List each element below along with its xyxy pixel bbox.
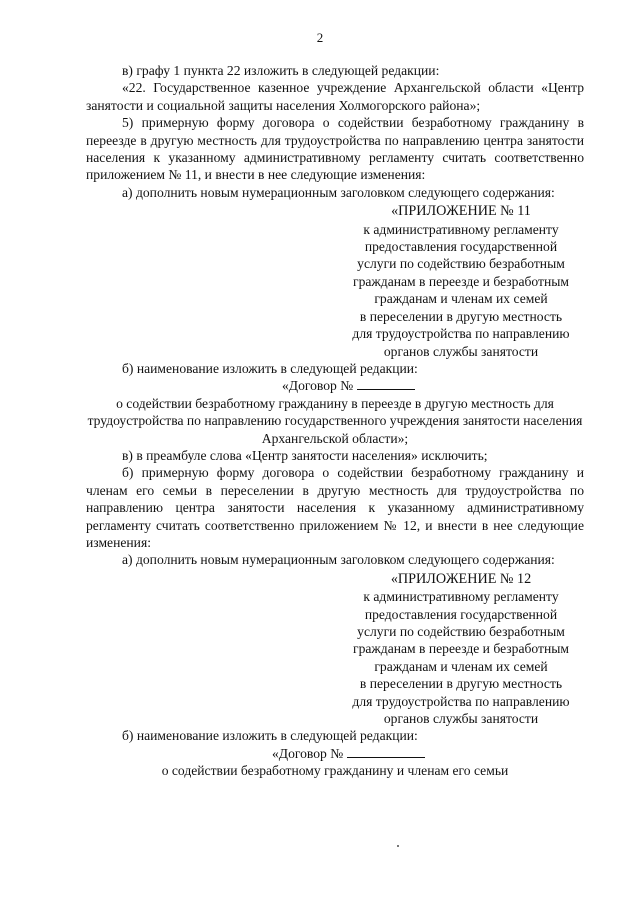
- paragraph-1: в) графу 1 пункта 22 изложить в следующей редакции:: [122, 63, 440, 78]
- appendix-11-title: «ПРИЛОЖЕНИЕ № 11: [391, 203, 531, 220]
- appendix-11-line: для трудоустройства по направлению: [352, 326, 570, 342]
- appendix-12-line: предоставления государственной: [364, 606, 558, 622]
- appendix-12-line: к административному регламенту: [363, 589, 559, 605]
- appendix-12-line: услуги по содействию безработным: [357, 624, 565, 639]
- paragraph-6: в) в преамбуле слова «Центр занятости населения» исключить;: [122, 447, 488, 463]
- paragraph-2: «22. Государственное казенное учреждение Архангельской области «Центр занятости и социальной защиты населения Холмогорского района»;: [86, 80, 584, 113]
- appendix-11-line: органов службы занятости: [383, 343, 539, 359]
- paragraph-5: б) наименование изложить в следующей редакции:: [122, 360, 418, 376]
- contract-11-title-text: «Договор №: [282, 378, 354, 394]
- appendix-11-heading: [338, 203, 584, 360]
- page-number: 2: [316, 30, 324, 45]
- appendix-11-line: услуги по содействию безработным: [357, 256, 565, 272]
- paragraph-3: 5) примерную форму договора о содействии безработному гражданину в переезде в другую местность для трудоустройства по направлению центра занятости населения к указанному административному регламенту считать соответственно приложением № 11, и внести в нее следующие изменения:: [86, 115, 584, 183]
- appendix-12-heading: [338, 571, 584, 728]
- contract-number-blank: [347, 746, 425, 758]
- appendix-12-line: органов службы занятости: [383, 711, 539, 727]
- appendix-12-line: в переселении в другую местность: [359, 676, 563, 692]
- appendix-12-line: для трудоустройства по направлению: [352, 693, 570, 709]
- contract-12-title-text: «Договор №: [272, 745, 344, 761]
- contract-11-title: [282, 377, 584, 394]
- appendix-12-title: «ПРИЛОЖЕНИЕ № 12: [390, 570, 532, 587]
- paragraph-9: б) наименование изложить в следующей редакции:: [122, 728, 418, 744]
- appendix-11-line: в переселении в другую местность: [359, 308, 563, 324]
- appendix-11-line: предоставления государственной: [364, 239, 558, 255]
- appendix-11-line: гражданам в переезде и безработным: [353, 273, 569, 289]
- appendix-11-line: гражданам и членам их семей: [374, 291, 548, 307]
- contract-12-title: [272, 745, 584, 762]
- contract-11-text: о содействии безработному гражданину в переезде в другую местность для трудоустройства по направлению государственного учреждения занятости населения Архангельской области»;: [87, 395, 583, 446]
- appendix-11-line: к административному регламенту: [363, 221, 559, 237]
- contract-number-blank: [357, 378, 415, 390]
- contract-12-text: о содействии безработному гражданину и членам его семьи: [161, 763, 509, 779]
- paragraph-7: б) примерную форму договора о содействии безработному гражданину и членам его семьи в переселении в другую местность для трудоустройства по направлению центра занятости населения к указанному административному регламенту считать соответственно приложением № 12, и внести в нее следующие изменения:: [86, 465, 584, 550]
- appendix-12-line: гражданам в переезде и безработным: [353, 641, 569, 657]
- paragraph-8: а) дополнить новым нумерационным заголовком следующего содержания:: [122, 552, 555, 568]
- document-body: [86, 62, 584, 780]
- appendix-12-line: гражданам и членам их семей: [374, 658, 548, 674]
- paragraph-4: а) дополнить новым нумерационным заголовком следующего содержания:: [122, 184, 555, 200]
- scan-speck: [397, 845, 399, 847]
